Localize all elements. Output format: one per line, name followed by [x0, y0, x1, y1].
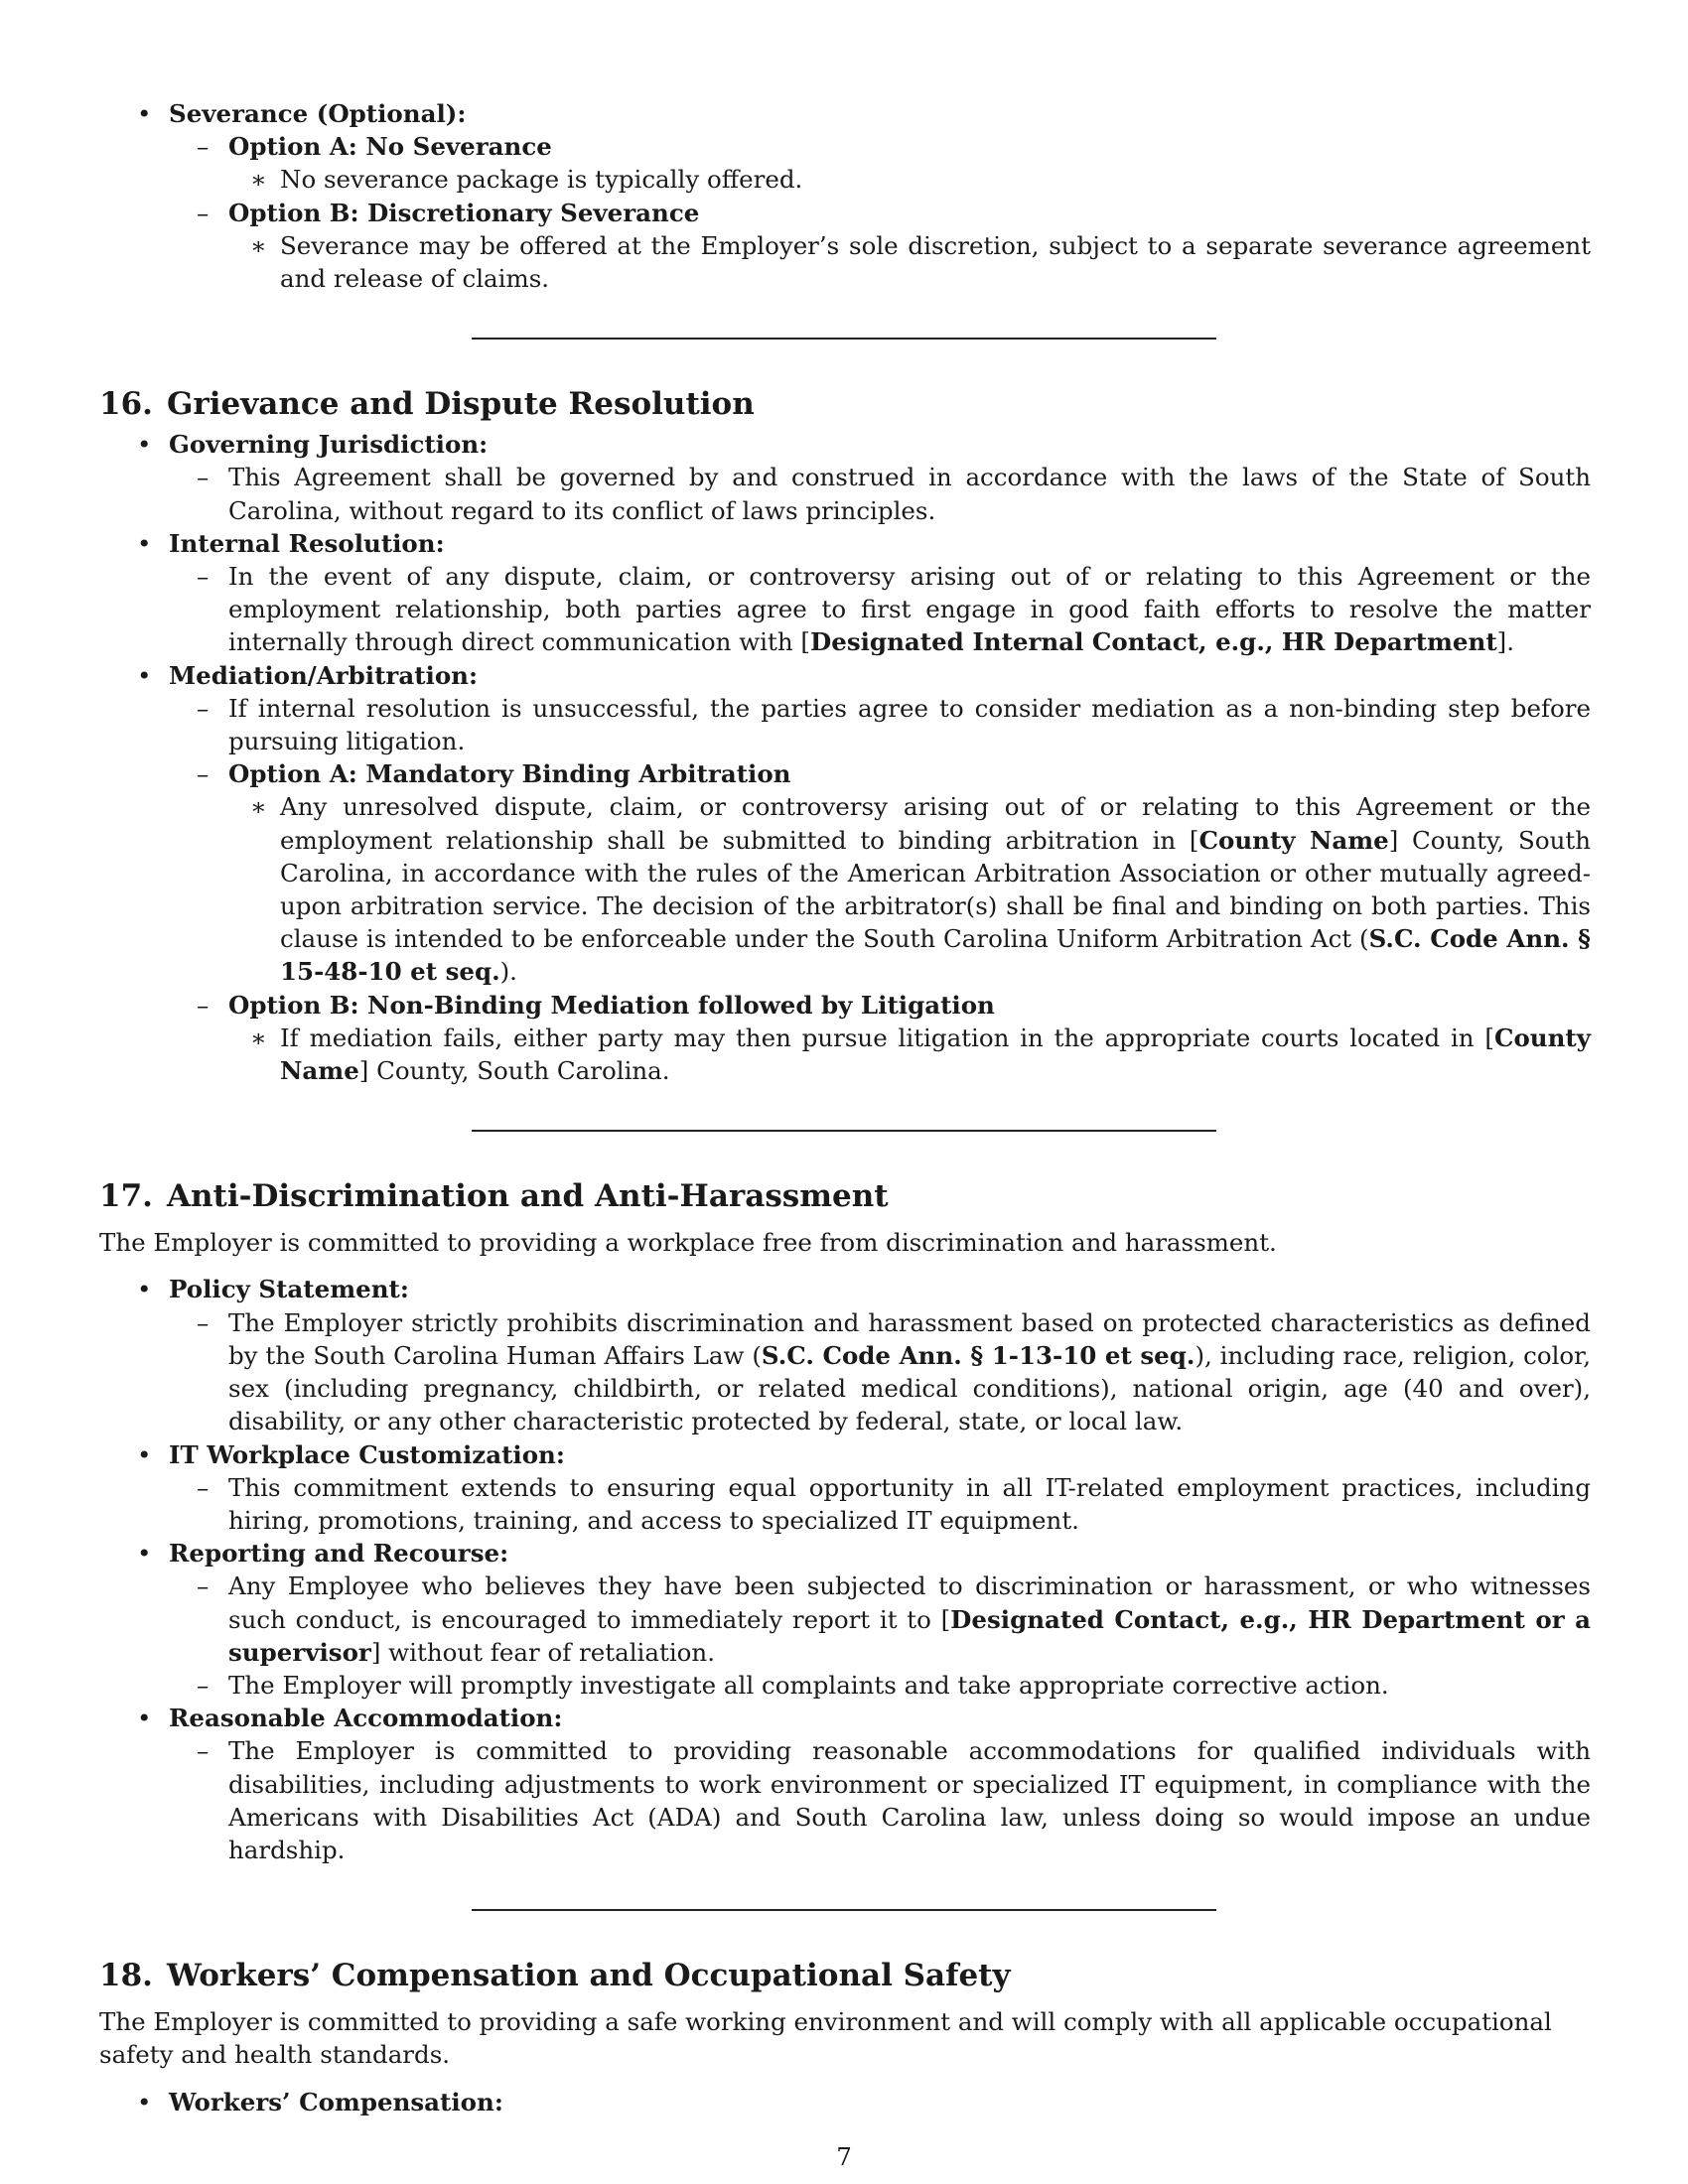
item-text: Any unresolved dispute, claim, or controversy arising out of or relating to this Agreement or the employment relationship shall be submitted to binding arbitration in [: [280, 792, 1591, 855]
list-item: [99, 1438, 1591, 1538]
item-text: The Employer strictly prohibits discrimination and harassment based on protected characteristics as defined by the South Carolina Human Affairs Law (: [228, 1307, 1591, 1370]
dash-marker: –: [197, 1571, 210, 1601]
list-item: [169, 1306, 1591, 1438]
option-title: Option B: Non-Binding Mediation followed by Litigation: [228, 990, 995, 1020]
bullet-marker: •: [137, 2087, 152, 2116]
section-17-heading: [99, 1176, 1591, 1216]
list-item: [169, 1669, 1591, 1702]
section-16-list: [99, 428, 1591, 1087]
item-text: ] County, South Carolina, in accordance with the rules of the American Arbitration Association or other mutually agreed-upon arbitration service. The decision of the arbitrator(s) shall be final and binding on both parties. This clause is intended to be enforceable under the South Carolina Uniform Arbitration Act (: [280, 825, 1591, 954]
page-content: [99, 97, 1591, 2118]
list-item: [169, 1471, 1591, 1537]
option-title: Option A: Mandatory Binding Arbitration: [228, 759, 791, 789]
item-title: Workers’ Compensation:: [169, 2087, 503, 2116]
item-title: Reasonable Accommodation:: [169, 1704, 563, 1733]
section-intro: The Employer is committed to providing a workplace free from discrimination and harassment.: [99, 1228, 1277, 1258]
item-text: In the event of any dispute, claim, or controversy arising out of or relating to this Agreement or the employment relationship, both parties agree to first engage in good faith efforts to resolve the matter internally through direct communication with [: [228, 562, 1591, 657]
list-item: [169, 692, 1591, 757]
bullet-marker: •: [137, 99, 152, 128]
item-text: ] without fear of retaliation.: [370, 1637, 715, 1667]
item-text: This commitment extends to ensuring equal opportunity in all IT-related employment practices, including hiring, promotions, training, and access to specialized IT equipment.: [228, 1472, 1591, 1535]
section-18-list: [99, 2086, 1591, 2118]
placeholder-text: Designated Contact, e.g., HR Department or a supervisor: [228, 1604, 1591, 1667]
section-number: 16.: [99, 386, 153, 423]
placeholder-text: Designated Internal Contact, e.g., HR Department: [810, 627, 1497, 657]
option-title: Option B: Discretionary Severance: [228, 198, 700, 227]
list-item: [169, 989, 1591, 1088]
list-item: [169, 461, 1591, 526]
section-title: Workers’ Compensation and Occupational Safety: [166, 1958, 1011, 1994]
section-divider: [472, 1130, 1216, 1132]
star-marker: ∗: [250, 230, 267, 260]
severance-list: [99, 97, 1591, 295]
bullet-marker: •: [137, 1439, 152, 1469]
list-item: [228, 229, 1591, 295]
list-item: [99, 527, 1591, 659]
item-title: Reporting and Recourse:: [169, 1539, 509, 1569]
dash-marker: –: [197, 693, 210, 723]
item-text: If internal resolution is unsuccessful, the parties agree to consider mediation as a non-binding step before pursuing litigation.: [228, 693, 1591, 756]
section-divider: [472, 1909, 1216, 1911]
item-title: Policy Statement:: [169, 1275, 409, 1304]
dash-marker: –: [197, 1736, 210, 1766]
section-number: 18.: [99, 1958, 153, 1994]
list-item: [169, 130, 1591, 196]
citation: S.C. Code Ann. § 1-13-10 et seq.: [761, 1340, 1196, 1370]
item-text: ].: [1496, 627, 1515, 657]
list-item: [169, 197, 1591, 296]
dash-marker: –: [197, 1307, 210, 1337]
item-title: Severance (Optional):: [169, 99, 467, 128]
dash-marker: –: [197, 132, 210, 162]
placeholder-text: County Name: [1198, 825, 1389, 855]
item-text: The Employer will promptly investigate all complaints and take appropriate corrective action.: [228, 1670, 1389, 1700]
list-item: [99, 2086, 1591, 2118]
section-number: 17.: [99, 1178, 153, 1215]
section-title: Grievance and Dispute Resolution: [166, 386, 755, 423]
item-title: Internal Resolution:: [169, 528, 445, 558]
bullet-marker: •: [137, 1275, 152, 1304]
dash-marker: –: [197, 759, 210, 789]
citation: S.C. Code Ann. § 15-48-10 et seq.: [280, 924, 1591, 987]
item-text: No severance package is typically offered.: [280, 165, 803, 195]
item-text: Any Employee who believes they have been subjected to discrimination or harassment, or who witnesses such conduct, is encouraged to immediately report it to [: [228, 1571, 1591, 1634]
list-item: [99, 97, 1591, 295]
list-item: [169, 1570, 1591, 1669]
list-item: [99, 1702, 1591, 1866]
list-item: [99, 659, 1591, 1088]
section-16-heading: [99, 384, 1591, 424]
list-item: [228, 790, 1591, 988]
section-17-list: [99, 1273, 1591, 1866]
dash-marker: –: [197, 562, 210, 592]
list-item: [169, 757, 1591, 988]
dash-marker: –: [197, 990, 210, 1020]
dash-marker: –: [197, 1472, 210, 1502]
page-number: 7: [836, 2142, 852, 2171]
item-text: Severance may be offered at the Employer’s sole discretion, subject to a separate severance agreement and release of claims.: [280, 230, 1591, 294]
section-18-heading: [99, 1956, 1591, 1995]
bullet-marker: •: [137, 660, 152, 690]
placeholder-text: County Name: [280, 1023, 1591, 1086]
list-item: [99, 1537, 1591, 1702]
section-divider: [472, 338, 1216, 340]
dash-marker: –: [197, 463, 210, 492]
bullet-marker: •: [137, 430, 152, 460]
item-text: ] County, South Carolina.: [358, 1056, 670, 1086]
star-marker: ∗: [250, 792, 267, 822]
section-intro: The Employer is committed to providing a safe working environment and will comply with all applicable occupational safety and health standards.: [99, 2007, 1552, 2070]
item-text: The Employer is committed to providing reasonable accommodations for qualified individuals with disabilities, including adjustments to work environment or specialized IT equipment, in compliance with the Americans with Disabilities Act (ADA) and South Carolina law, unless doing so would impose an undue hardship.: [228, 1736, 1591, 1864]
option-title: Option A: No Severance: [228, 132, 552, 162]
bullet-marker: •: [137, 1704, 152, 1733]
star-marker: ∗: [250, 165, 267, 195]
dash-marker: –: [197, 1670, 210, 1700]
item-title: IT Workplace Customization:: [169, 1439, 565, 1469]
star-marker: ∗: [250, 1023, 267, 1052]
bullet-marker: •: [137, 1539, 152, 1569]
item-text: ), including race, religion, color, sex (including pregnancy, childbirth, or related medical conditions), national origin, age (40 and over), disability, or any other characteristic protected by federal, state, or local law.: [228, 1340, 1591, 1436]
list-item: [169, 560, 1591, 659]
bullet-marker: •: [137, 528, 152, 558]
list-item: [169, 1734, 1591, 1866]
list-item: [99, 1273, 1591, 1437]
item-title: Governing Jurisdiction:: [169, 430, 489, 460]
item-text: If mediation fails, either party may then pursue litigation in the appropriate courts located in [: [280, 1023, 1494, 1052]
item-text: ).: [499, 957, 517, 987]
section-title: Anti-Discrimination and Anti-Harassment: [166, 1178, 889, 1215]
dash-marker: –: [197, 198, 210, 227]
list-item: [228, 1022, 1591, 1087]
item-title: Mediation/Arbitration:: [169, 660, 479, 690]
item-text: This Agreement shall be governed by and construed in accordance with the laws of the State of South Carolina, without regard to its conflict of laws principles.: [228, 463, 1591, 525]
list-item: [228, 163, 1591, 196]
list-item: [99, 428, 1591, 527]
